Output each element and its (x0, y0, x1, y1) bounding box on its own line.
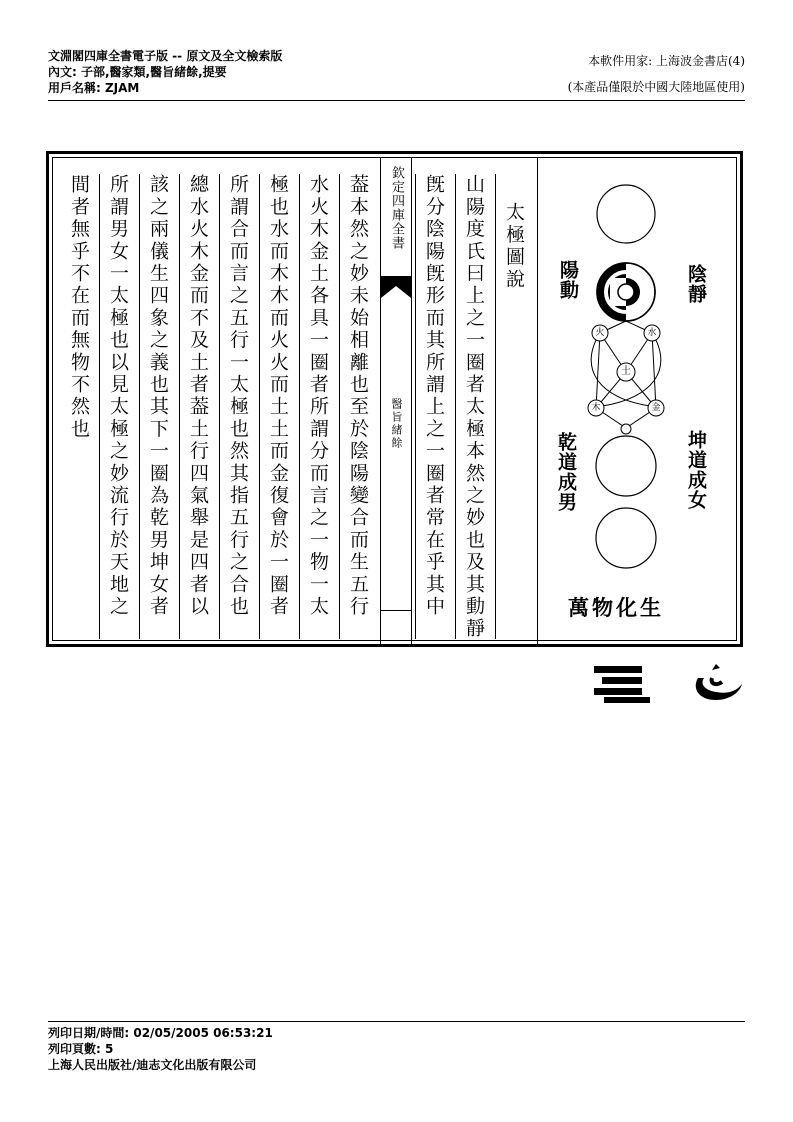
print-page-count: 列印頁數: 5 (48, 1042, 114, 1056)
text-column-8 (139, 174, 176, 639)
label-qian-dao: 乾道成男 (555, 432, 577, 512)
element-fire-label: 火 (595, 328, 605, 338)
column-text: 山陽度氏曰上之一圈者太極本然之妙也及其動靜 (463, 174, 485, 641)
title-column (495, 174, 532, 639)
element-water-label: 水 (647, 328, 657, 338)
text-column-7 (179, 174, 216, 639)
element-metal-label: 金 (651, 403, 661, 413)
label-yang-dong: 陽動 (557, 260, 579, 300)
column-text: 所謂男女一太極也以見太極之妙流行於天地之 (107, 174, 129, 618)
footer-divider (48, 1021, 745, 1022)
text-column-5 (259, 174, 296, 639)
header-region-note: (本產品僅限於中國大陸地區使用) (567, 80, 745, 94)
label-wanwu-huasheng: 萬物化生 (568, 595, 664, 620)
column-text: 間者無乎不在而無物不然也 (68, 174, 90, 441)
banner-book-title: 醫旨緒餘 (390, 398, 403, 450)
header-username: 用戶名稱: ZJAM (48, 81, 140, 95)
column-text: 該之兩儀生四象之義也其下一圈為乾男坤女者 (147, 174, 169, 618)
element-earth-label: 土 (621, 366, 631, 377)
column-text: 葢本然之妙未始相離也至於陰陽變合而生五行 (347, 174, 369, 618)
center-banner (380, 158, 412, 644)
taiji-diagram (537, 158, 738, 644)
label-kun-dao: 坤道成女 (685, 430, 707, 510)
column-text: 總水火木金而不及土者葢土行四氣舉是四者以 (187, 174, 209, 618)
footer (48, 1025, 273, 1073)
text-column-10 (61, 174, 97, 639)
distributor-logo-icon (686, 658, 746, 706)
header-content-path: 內文: 子部,醫家類,醫旨緒餘,提要 (48, 65, 227, 79)
header-divider (48, 100, 745, 101)
column-text: 極也水而木木而火火而土土而金復會於一圈者 (267, 174, 289, 618)
header-licensee: 本軟件用家: 上海波金書店(4) (588, 54, 745, 68)
header-right (568, 48, 745, 100)
publisher-logo-icon (594, 664, 652, 704)
element-wood-label: 木 (591, 403, 601, 413)
fish-tail-mark-icon (381, 276, 411, 298)
text-column-6 (219, 174, 256, 639)
label-yin-jing: 陰靜 (685, 264, 707, 304)
column-text: 水火木金土各具一圈者所謂分而言之一物一太 (307, 174, 329, 618)
text-column-1 (455, 174, 492, 639)
header-product-title: 文淵閣四庫全書電子版 -- 原文及全文檢索版 (48, 49, 283, 63)
header-left (48, 48, 282, 96)
column-text: 旣分陰陽旣形而其所謂上之一圈者常在乎其中 (423, 174, 445, 618)
banner-collection-title: 欽定四庫全書 (389, 166, 404, 250)
taiji-diagram-graphic (538, 158, 738, 644)
banner-rule (381, 610, 411, 611)
text-column-9 (99, 174, 136, 639)
text-column-2 (415, 174, 452, 639)
text-column-3 (339, 174, 376, 639)
publisher-names: 上海人民出版社/迪志文化出版有限公司 (48, 1058, 257, 1072)
text-column-4 (299, 174, 336, 639)
book-page-frame (46, 151, 743, 647)
print-datetime: 列印日期/時間: 02/05/2005 06:53:21 (48, 1026, 273, 1040)
column-text: 所謂合而言之五行一太極也然其指五行之合也 (227, 174, 249, 618)
section-title: 太極圖說 (503, 202, 525, 291)
